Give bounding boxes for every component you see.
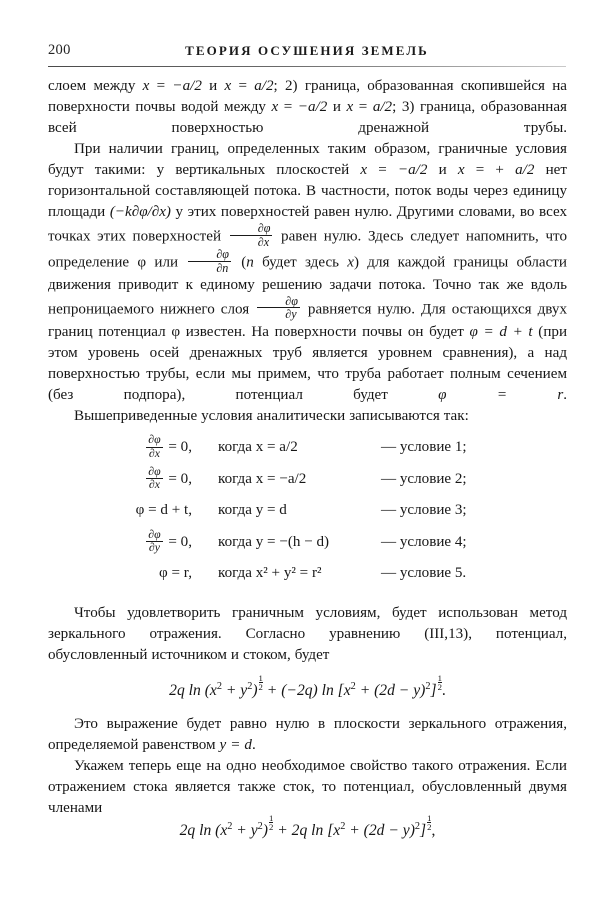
p1-val-3: −a/2	[297, 99, 328, 115]
f2-lead: 2q ln (x	[179, 821, 228, 839]
p2-phi-pipe-eq: φ = r	[438, 386, 564, 403]
condition-5-when: когда x² + y² = r²	[218, 565, 322, 582]
condition-3-lhs: φ = d + t,	[135, 502, 192, 519]
paragraph-4-block	[48, 603, 567, 666]
header-rule	[48, 66, 566, 67]
f2-exp1-num: 1	[269, 813, 274, 823]
frac-num-3: ∂φ	[285, 294, 298, 309]
f1-sup4: 2	[425, 680, 431, 692]
p2-seg-c: у этих поверхностей равен нулю. Другими словами, во всех точках этих поверхностей	[48, 204, 567, 245]
condition-5-lhs: φ = r,	[159, 565, 192, 582]
p2-phi-2: φ	[171, 323, 181, 340]
paragraph-6: Укажем теперь еще на одно необходимое свойство такого отражения. Если отражением стока является также сток, то потенциал, обусловленный двумя членами	[48, 758, 567, 816]
paragraph-5-block	[48, 714, 567, 756]
frac-num-2: ∂φ	[216, 247, 229, 262]
paragraph-2-block	[48, 139, 567, 406]
f2-mid3: + 2q ln [x	[273, 821, 341, 839]
f1-lead: 2q ln (x	[169, 681, 217, 699]
p2-and-1: и	[427, 162, 458, 178]
paragraph-6-block	[48, 756, 567, 819]
paragraph-1-block	[48, 76, 567, 139]
p4-seg-b: , потенциал, обусловленный источником и стоком, будет	[48, 626, 567, 663]
condition-1-when: когда x = a/2	[218, 439, 298, 456]
p2-seg-i: (при этом уровень осей дренажных труб является уровнем сравнения), а над поверхностью трубы, если мы примем, что труба работает полным сечением (без подпора), потенциал будет	[48, 323, 568, 403]
eq2-den: ∂x	[148, 478, 160, 492]
fraction-dphi-dx-eq2	[146, 466, 162, 491]
p1-eq-3: =	[278, 99, 298, 115]
p1-seg-a: слоем между	[48, 78, 143, 94]
p2-val-1: −a/2	[397, 162, 428, 178]
paragraph-1	[48, 76, 567, 139]
f1-mid1: + y	[221, 681, 248, 699]
fraction-dphi-dn	[188, 248, 231, 274]
eq4-den: ∂y	[148, 541, 160, 555]
p1-eq-1: =	[149, 78, 173, 94]
condition-2-when: когда x = −a/2	[218, 470, 307, 487]
p2-eq-1: =	[367, 162, 398, 178]
condition-4-when: когда y = −(h − d)	[218, 533, 330, 550]
p5-plane-eq: y = d	[219, 737, 252, 753]
f1-exp2-den: 2	[437, 682, 442, 693]
p2-sym-n: n	[246, 254, 254, 271]
f1-sup2: 2	[247, 680, 253, 692]
displayed-formula-1	[48, 674, 567, 700]
p2-seg-f: ) для каждой границы области движения приводит к единому решению задачи потока. Точно так же вдоль непроницаемого нижнего слоя	[48, 254, 567, 318]
eq1-tail: = 0,	[164, 439, 192, 456]
f2-sup2: 2	[257, 820, 263, 832]
boundary-conditions-list	[48, 432, 567, 590]
f1-mid5: ]	[430, 681, 437, 699]
page-number: 200	[48, 42, 71, 58]
p4-equation-ref: (III,13)	[424, 626, 469, 642]
paragraph-5	[48, 714, 567, 756]
sym-x-7: x	[347, 254, 354, 271]
f2-tail: ,	[431, 821, 436, 839]
condition-3-when: когда y = d	[218, 502, 287, 519]
f1-sup1: 2	[216, 680, 222, 692]
condition-row-4	[48, 527, 567, 559]
f2-exp1-den: 2	[269, 822, 274, 833]
f1-tail: .	[441, 681, 446, 699]
f1-mid4: + (2d − y)	[355, 681, 426, 699]
p5-period: .	[251, 737, 256, 753]
f2-sup4: 2	[414, 820, 421, 832]
running-title: ТЕОРИЯ ОСУШЕНИЯ ЗЕМЕЛЬ	[185, 43, 429, 58]
eq2-num: ∂φ	[148, 464, 161, 478]
condition-row-3	[48, 495, 567, 527]
f1-exp2-num: 1	[437, 673, 442, 683]
fraction-dphi-dx-eq1	[146, 434, 162, 459]
f1-exp1-num: 1	[258, 673, 263, 683]
f2-mid4: + (2d − y)	[345, 821, 415, 839]
condition-row-5	[48, 558, 567, 590]
eq4-tail: = 0,	[164, 533, 192, 550]
p1-eq-2: =	[231, 78, 255, 94]
eq4-num: ∂φ	[148, 527, 161, 541]
p1-and-2: и	[327, 99, 347, 115]
p1-val-1: −a/2	[172, 78, 202, 94]
f1-sup3: 2	[350, 680, 356, 692]
p2-flux-expr: (−k∂φ/∂x)	[109, 204, 171, 220]
p2-paren-open: (	[232, 254, 247, 271]
f2-sup1: 2	[227, 820, 233, 832]
condition-row-1	[48, 432, 567, 464]
p2-seg-g: равняется нулю. Для остающихся двух границ потенциал	[48, 301, 567, 340]
condition-2-tag: — условие 2;	[381, 470, 467, 487]
condition-row-2	[48, 464, 567, 496]
sym-x-2: x	[224, 78, 232, 94]
frac-den-1: ∂x	[257, 234, 270, 249]
fraction-dphi-dy	[257, 295, 300, 321]
condition-5-tag: — условие 5.	[381, 565, 467, 582]
fraction-dphi-dy-eq4	[146, 529, 162, 554]
p2-period: .	[563, 386, 568, 403]
condition-1-tag: — условие 1;	[381, 439, 467, 456]
sym-x-4: x	[346, 99, 354, 115]
p1-and-1: и	[201, 78, 225, 94]
condition-1-lhs	[48, 435, 196, 460]
p5-seg-a: Это выражение будет равно нулю в плоскости зеркального отражения, определяемой равенством	[48, 716, 567, 753]
f2-exp2-den: 2	[427, 822, 432, 833]
p2-seg-d: равен нулю. Здесь следует напомнить, что определение	[48, 228, 567, 271]
condition-4-tag: — условие 4;	[381, 533, 467, 550]
paragraph-3: Вышеприведенные условия аналитически записываются так:	[74, 408, 469, 424]
p1-val-4: a/2	[372, 99, 393, 115]
p1-seg-b: ; 2) граница, образованная скопившейся на поверхности почвы водой между	[48, 78, 567, 115]
sym-x-3: x	[271, 99, 279, 115]
condition-3-tag: — условие 3;	[381, 502, 467, 519]
frac-den-3: ∂y	[285, 307, 297, 322]
f1-mid3: + (−2q) ln [x	[262, 681, 351, 699]
paragraph-2	[48, 139, 567, 406]
condition-4-lhs	[48, 527, 196, 555]
p2-phi-1: φ	[137, 254, 147, 271]
p2-or-1: или	[146, 254, 187, 271]
f2-mid5: ]	[420, 821, 427, 839]
p1-val-2: a/2	[254, 78, 274, 94]
displayed-formula-2	[48, 814, 567, 840]
f2-exp2-num: 1	[427, 813, 432, 823]
f2-sup3: 2	[340, 820, 346, 832]
f1-exp1-den: 2	[258, 682, 263, 693]
sym-x-5: x	[360, 162, 368, 178]
p2-phi-surface-eq: φ = d + t	[469, 323, 533, 340]
sym-x-1: x	[142, 78, 150, 94]
p2-seg-h: известен. На поверхности почвы он будет	[180, 323, 470, 340]
p2-seg-a: При наличии границ, определенных таким образом, граничные условия будут такими: у вертикальных плоскостей	[48, 141, 567, 178]
paragraph-4	[48, 603, 567, 666]
frac-num-1: ∂φ	[257, 221, 271, 236]
f1-mid2: )	[252, 681, 258, 699]
fraction-dphi-dx	[230, 222, 273, 248]
p2-seg-e: будет здесь	[253, 254, 348, 271]
eq2-tail: = 0,	[164, 470, 192, 487]
paragraph-3-block	[48, 406, 567, 427]
eq1-num: ∂φ	[148, 433, 161, 447]
sym-x-6: x	[457, 162, 465, 178]
f2-mid2: )	[262, 821, 268, 839]
running-head	[48, 42, 566, 68]
frac-den-2: ∂n	[216, 260, 229, 275]
p2-val-2: a/2	[515, 162, 535, 178]
eq1-den: ∂x	[148, 446, 160, 460]
p1-seg-c: ; 3) граница, образованная всей поверхностью дренажной трубы.	[48, 99, 567, 136]
p4-seg-a: Чтобы удовлетворить граничным условиям, будет использован метод зеркального отражения. Согласно уравнению	[48, 605, 567, 642]
p1-eq-4: =	[353, 99, 373, 115]
p2-seg-b: нет горизонтальной составляющей потока. В частности, поток воды через единицу площади	[48, 162, 567, 220]
f2-mid1: + y	[232, 821, 258, 839]
condition-2-lhs	[48, 464, 196, 492]
p2-eq-2: = +	[464, 162, 516, 178]
